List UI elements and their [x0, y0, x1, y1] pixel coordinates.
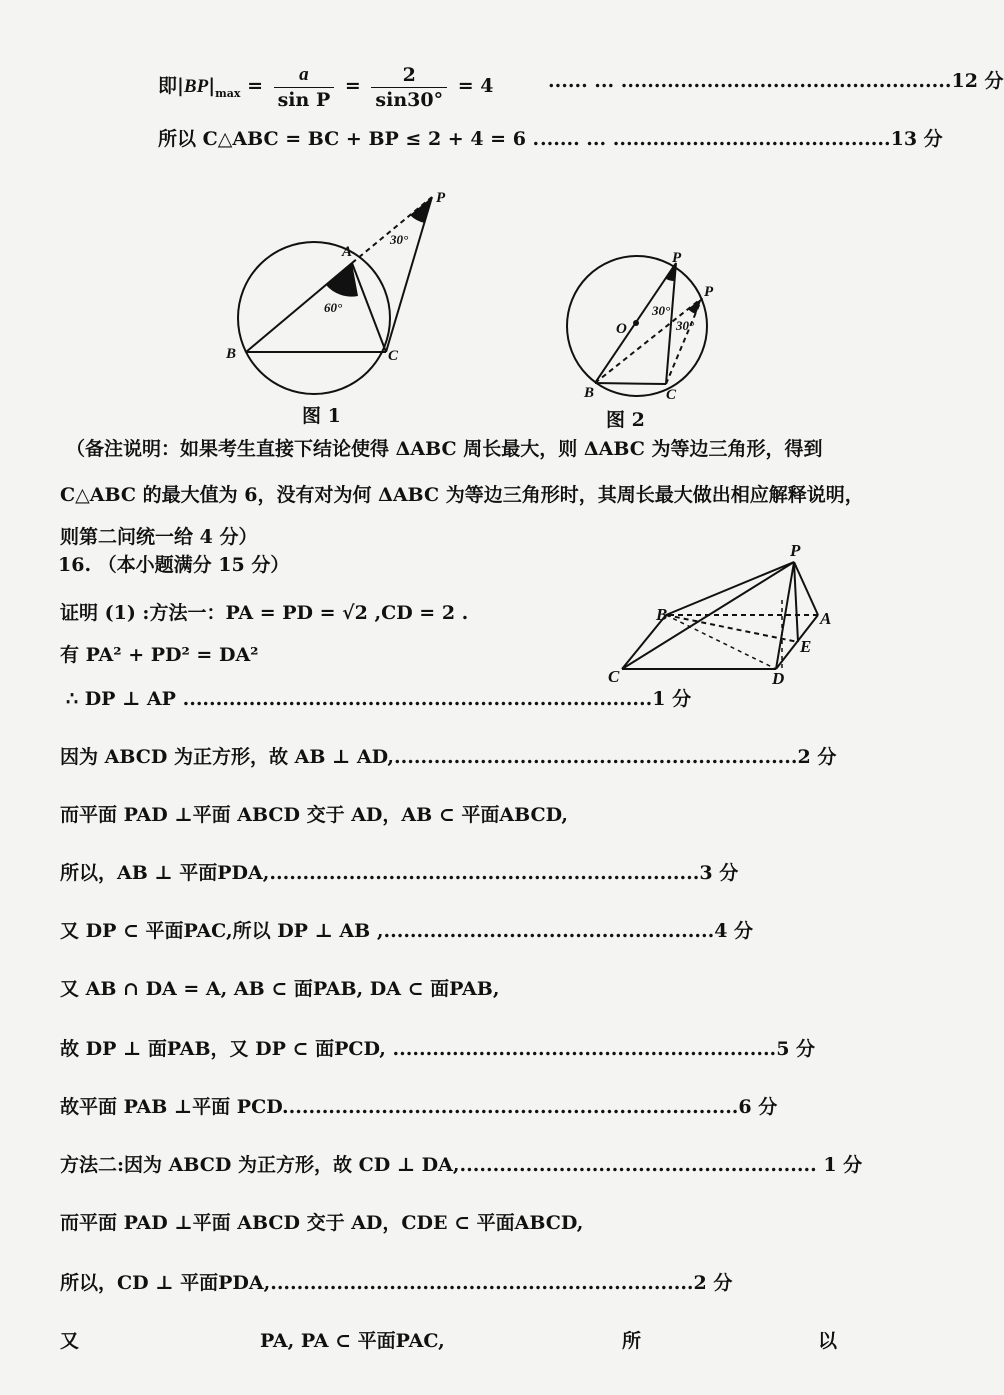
proof-line-3: ∴ DP ⊥ AP .......................................................................1 分: [66, 688, 692, 710]
proof-line-13-text: 所以，CD ⊥ 平面PDA,: [60, 1272, 271, 1294]
score-1: 1 分: [652, 688, 692, 710]
proof-line-9: 故 DP ⊥ 面PAB，又 DP ⊂ 面PCD, ..........................................................5 分: [60, 1038, 816, 1060]
proof-line-13: 所以，CD ⊥ 平面PDA,................................................................2 分: [60, 1272, 733, 1294]
fig3-label-e: E: [800, 637, 812, 656]
score-2: 2 分: [797, 746, 837, 768]
fig1-label-60: 60°: [324, 300, 343, 315]
fig3-edge-pa: [794, 562, 818, 615]
fig2-label-30a: 30°: [652, 303, 671, 318]
proof-line-6: 所以，AB ⊥ 平面PDA,.................................................................3 分: [60, 862, 739, 884]
frac2-num: 2: [371, 63, 447, 88]
proof-line-14-start: 又: [60, 1330, 80, 1352]
fig1-label-b: B: [226, 346, 237, 362]
line-perimeter: 所以 C△ABC = BC + BP ≤ 2 + 4 = 6 .: [158, 128, 540, 150]
proof-line-7: 又 DP ⊂ 平面PAC,所以 DP ⊥ AB ,..................................................4 分: [60, 920, 754, 942]
fig1-label-c: C: [388, 348, 399, 364]
score-1b: 1 分: [823, 1154, 863, 1176]
question-16-header: 16. （本小题满分 15 分）: [58, 554, 290, 576]
proof-line-9-text: 故 DP ⊥ 面PAB，又 DP ⊂ 面PCD,: [60, 1038, 386, 1060]
note-line-3: 则第二问统一给 4 分）: [60, 526, 258, 548]
fig2-label-o: O: [616, 321, 627, 337]
fig3-label-b: B: [656, 605, 668, 624]
fig3-label-d: D: [772, 669, 785, 688]
fig3-label-p: P: [790, 541, 801, 560]
fig2-angle-30b-mark: [688, 298, 702, 314]
proof-line-14-suo: 所: [622, 1330, 642, 1352]
fig3-label-a: A: [820, 609, 832, 628]
fig2-label-p1: P: [672, 250, 682, 266]
note-line-1: （备注说明：如果考生直接下结论使得 ΔABC 周长最大，则 ΔABC 为等边三角形，得到: [66, 438, 823, 460]
fig3-edge-pe: [794, 562, 798, 642]
proof-line-8: 又 AB ∩ DA = A, AB ⊂ 面PAB, DA ⊂ 面PAB,: [60, 978, 500, 1000]
score-3: 3 分: [699, 862, 739, 884]
proof-line-6-text: 所以，AB ⊥ 平面PDA,: [60, 862, 270, 884]
fig1-label-30: 30°: [390, 232, 409, 247]
fig1-label-a: A: [342, 244, 353, 260]
proof-line-11-text: 方法二:因为 ABCD 为正方形，故 CD ⊥ DA,: [60, 1154, 460, 1176]
proof-line-2: 有 PA² + PD² = DA²: [60, 644, 259, 666]
fig3-edge-pb: [666, 562, 794, 615]
score-leader-2: ...... ... ..........................................13 分: [540, 128, 943, 150]
score-5: 5 分: [776, 1038, 816, 1060]
proof-line-4: 因为 ABCD 为正方形，故 AB ⊥ AD,.............................................................2 分: [60, 746, 837, 768]
proof-line-10-text: 故平面 PAB ⊥平面 PCD: [60, 1096, 282, 1118]
proof-line-14-yi: 以: [818, 1330, 838, 1352]
fig1-caption: 图 1: [302, 405, 341, 427]
score-2b: 2 分: [693, 1272, 733, 1294]
fig2-caption: 图 2: [606, 409, 645, 431]
score-12: 12 分: [951, 70, 1004, 92]
proof-line-7-text: 又 DP ⊂ 平面PAC,所以 DP ⊥ AB ,: [60, 920, 384, 942]
score-6: 6 分: [738, 1096, 778, 1118]
fig2-chord-bc: [595, 383, 666, 384]
proof-line-1: 证明 (1) :方法一：PA = PD = √2 ,CD = 2 .: [60, 602, 469, 624]
frac1-den: sin P: [277, 88, 331, 111]
proof-line-14-mid: PA, PA ⊂ 平面PAC,: [260, 1330, 445, 1352]
frac1-num: a: [274, 63, 335, 88]
fig1-side-ac: [352, 263, 386, 352]
frac2-den: sin30°: [375, 88, 444, 111]
fig2-segment-bp2: [595, 298, 702, 383]
proof-line-3-text: ∴ DP ⊥ AP: [66, 688, 176, 710]
fig2-label-c: C: [666, 387, 677, 403]
fig3-label-c: C: [608, 667, 620, 686]
proof-line-4-text: 因为 ABCD 为正方形，故 AB ⊥ AD,: [60, 746, 395, 768]
proof-line-12: 而平面 PAD ⊥平面 ABCD 交于 AD，CDE ⊂ 平面ABCD,: [60, 1212, 584, 1234]
proof-line-10: 故平面 PAB ⊥平面 PCD.....................................................................6 分: [60, 1096, 778, 1118]
fig1-label-p: P: [436, 190, 446, 206]
score-13: 13 分: [890, 128, 943, 150]
note-line-2: C△ABC 的最大值为 6，没有对为何 ΔABC 为等边三角形时，其周长最大做出相应解释说明，: [60, 484, 864, 506]
fig2-center-o: [633, 320, 639, 326]
score-4: 4 分: [714, 920, 754, 942]
proof-line-5: 而平面 PAD ⊥平面 ABCD 交于 AD，AB ⊂ 平面ABCD,: [60, 804, 569, 826]
fig3-edge-bd: [666, 615, 776, 669]
fig2-label-p2: P: [704, 284, 714, 300]
proof-line-11: 方法二:因为 ABCD 为正方形，故 CD ⊥ DA,...................................................... 1 分: [60, 1154, 863, 1176]
fig2-label-30b: 30°: [676, 318, 695, 333]
line-max-bp: 即$|BP|_{max}$ = $\frac{a}{\text{sin P}}$ = $\frac{2}{\sin 30^\circ}$ = 4: [158, 63, 494, 111]
score-leader-1: ...... ... ..................................................12 分: [548, 70, 1004, 92]
fig2-label-b: B: [584, 385, 595, 401]
fig1-circle: [238, 242, 390, 394]
